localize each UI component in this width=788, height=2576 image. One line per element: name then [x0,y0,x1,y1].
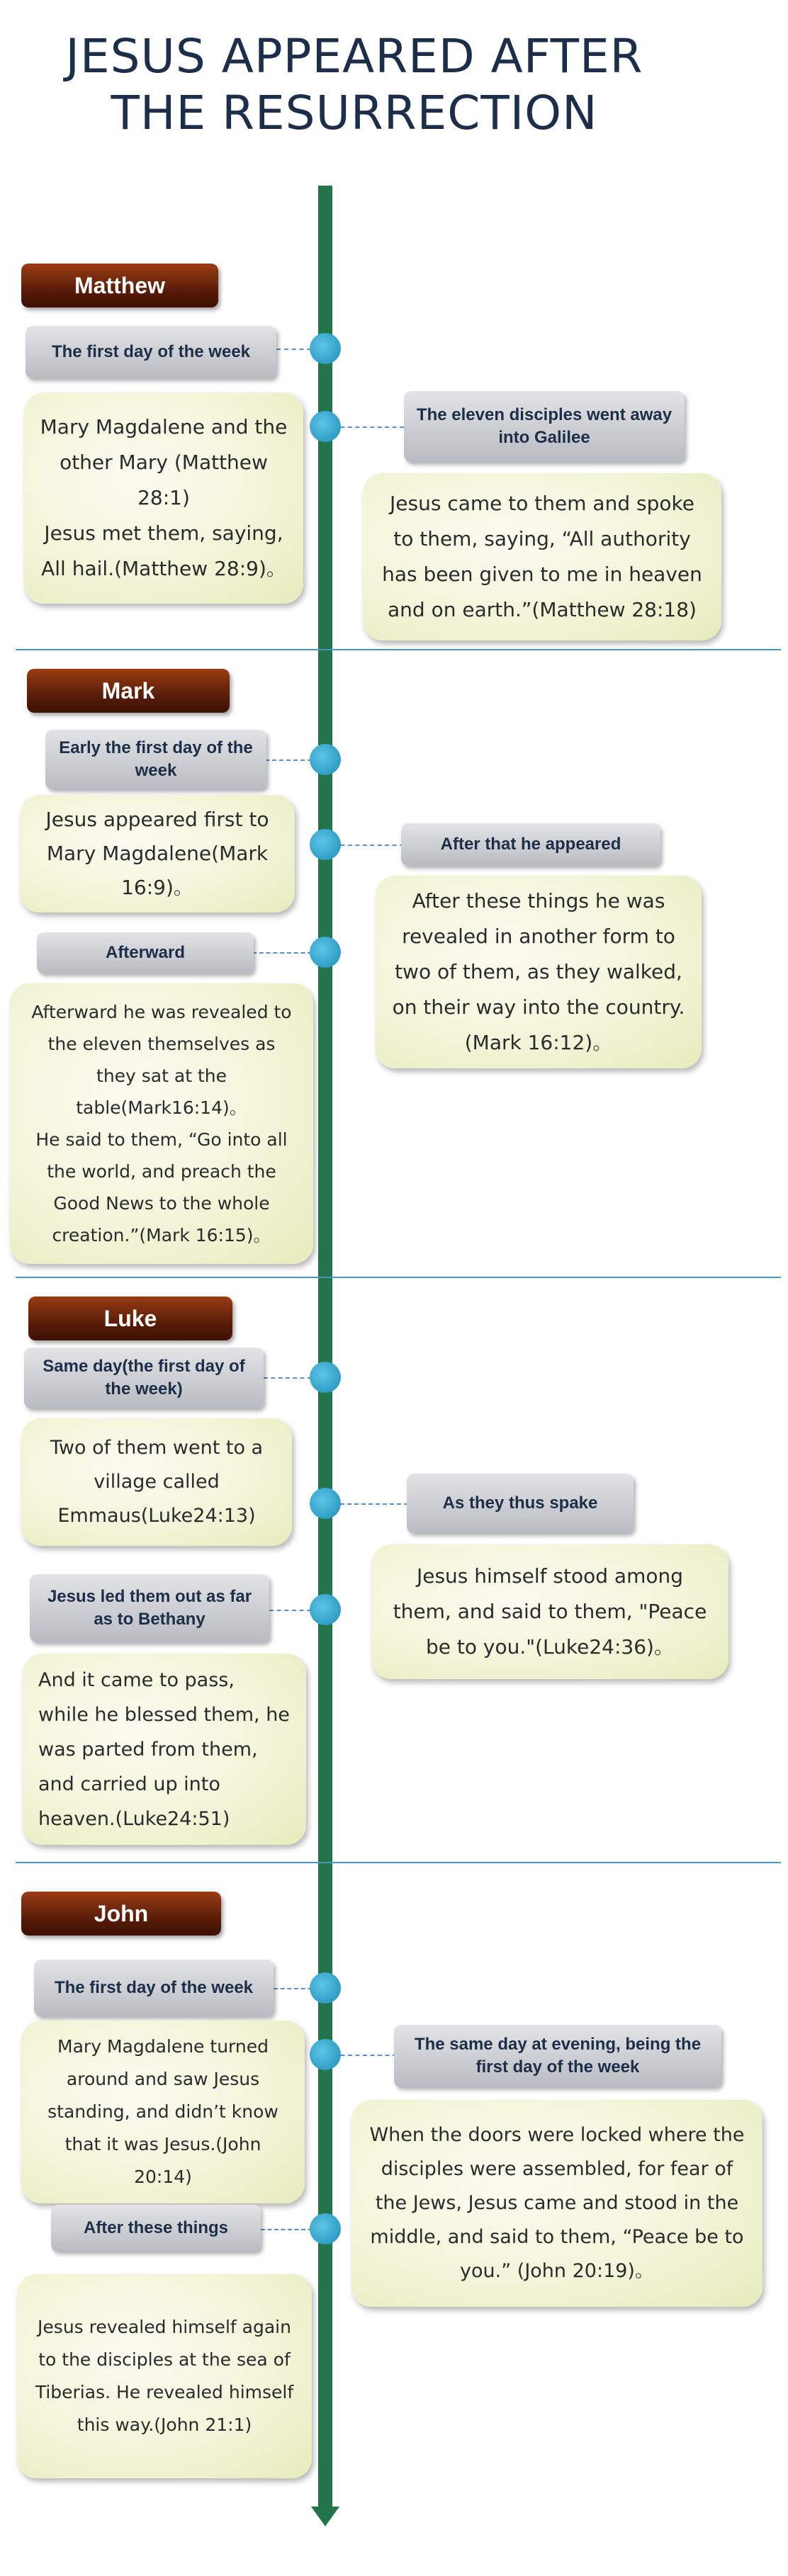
event-label: Early the first day of the week [45,730,266,789]
page-title [0,28,709,142]
section-separator [16,1862,781,1863]
timeline-node [310,829,341,860]
timeline-axis [318,186,332,2508]
timeline-node [310,937,341,968]
event-card: Jesus himself stood among them, and said to them, "Peace be to you."(Luke24:36)。 [371,1544,728,1679]
event-label: The eleven disciples went away into Galilee [404,391,685,462]
event-label: The first day of the week [34,1960,274,2016]
event-label: The same day at evening, being the first day of the week [394,2025,721,2087]
event-label: The first day of the week [26,326,276,378]
section-header-matthew: Matthew [21,264,218,307]
event-card: After these things he was revealed in another form to two of them, as they walked, on their way into the country. (Mark 16:12)。 [376,876,702,1068]
connector-line [333,426,404,428]
event-card: Jesus revealed himself again to the disciples at the sea of Tiberias. He revealed himself this way.(John 21:1) [17,2274,312,2478]
timeline-node [310,1362,341,1393]
timeline-node [310,1972,341,2004]
event-card: Mary Magdalene and the other Mary (Matthew 28:1) Jesus met them, saying, All hail.(Matthew 28:9)。 [24,392,303,604]
section-header-john: John [21,1892,221,1936]
event-card: And it came to pass, while he blessed them, he was parted from them, and carried up into heaven.(Luke24:51) [23,1654,306,1845]
timeline-node [310,2213,341,2244]
event-card: When the doors were locked where the disciples were assembled, for fear of the Jews, Jesus came and stood in the middle, and said to them, “Peace be to you.” (John 20:19)。 [351,2100,762,2307]
connector-line [252,952,319,954]
section-separator [16,1277,781,1278]
section-separator [16,649,781,650]
event-label: Afterward [37,932,254,973]
connector-line [333,2055,397,2056]
event-label: Jesus led them out as far as to Bethany [30,1574,269,1642]
timeline-node [310,2039,341,2070]
event-label: After these things [51,2205,261,2252]
section-header-mark: Mark [27,669,230,713]
event-card: Afterward he was revealed to the eleven themselves as they sat at the table(Mark16:14)。 He said to them, “Go into all the world, and preach the Good News to the whole creation.”(Mark 16:15)。 [10,983,313,1264]
event-card: Jesus came to them and spoke to them, saying, “All authority has been given to me in heaven and on earth.”(Matthew 28:18) [363,473,721,640]
title-line-1: JESUS APPEARED AFTER [65,29,643,84]
timeline-node [310,1594,341,1625]
timeline-node [310,744,341,775]
event-card: Mary Magdalene turned around and saw Jesus standing, and didn’t know that it was Jesus.(John 20:14) [21,2021,305,2203]
connector-line [333,844,404,846]
connector-line [333,1503,408,1505]
event-label: Same day(the first day of the week) [24,1348,264,1408]
event-label: As they thus spake [407,1474,634,1533]
title-line-2: THE RESURRECTION [111,86,598,140]
section-header-luke: Luke [28,1297,232,1340]
timeline-node [310,333,341,364]
event-card: Two of them went to a village called Emmaus(Luke24:13) [21,1418,292,1546]
timeline-node [310,1488,341,1519]
timeline-arrow-icon [311,2507,339,2526]
timeline-node [310,411,341,442]
event-card: Jesus appeared first to Mary Magdalene(Mark 16:9)。 [20,795,295,913]
event-label: After that he appeared [401,823,660,866]
